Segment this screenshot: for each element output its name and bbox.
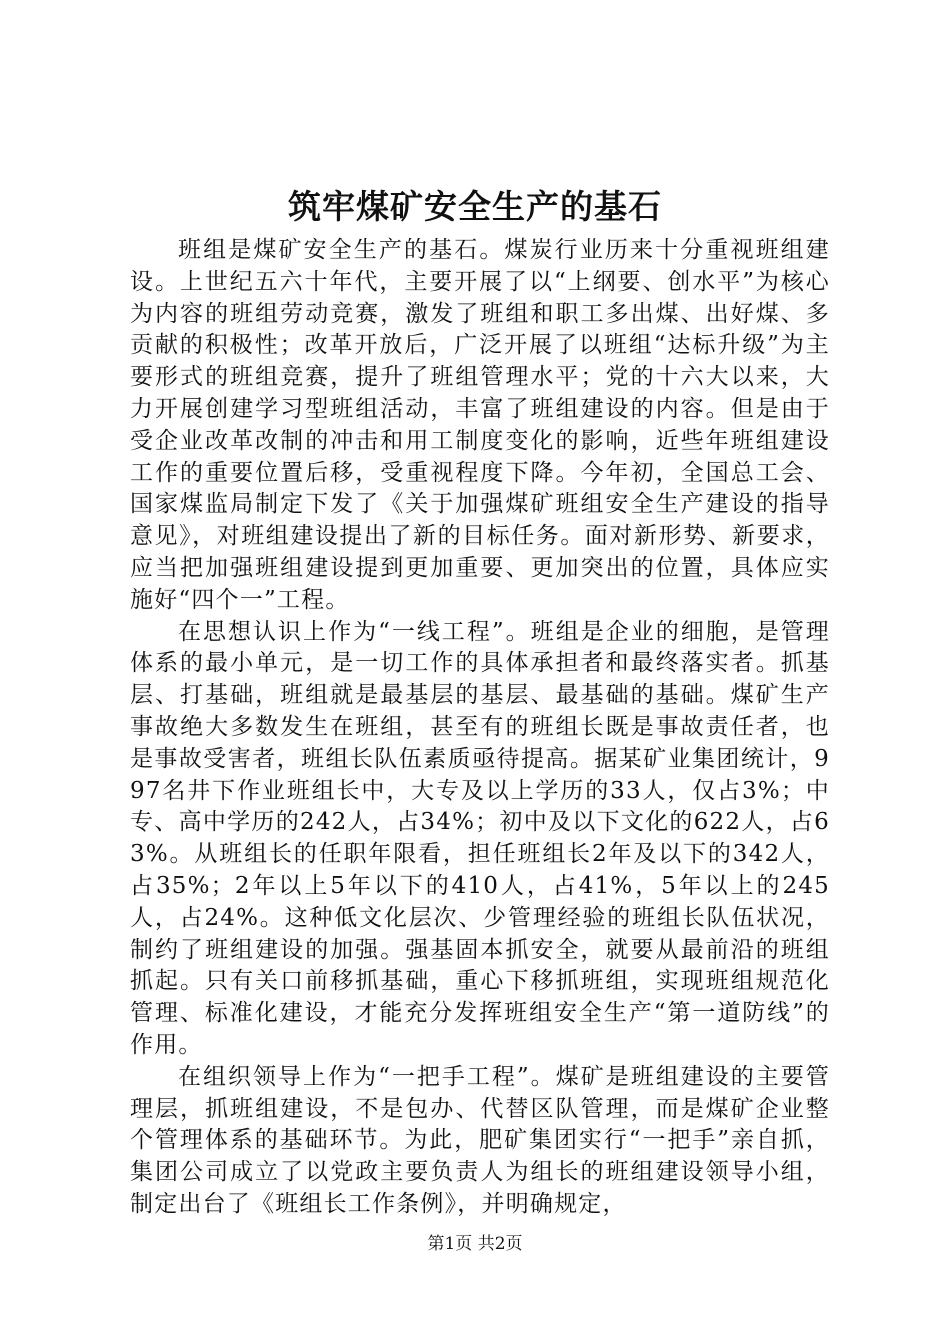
document-body	[130, 235, 830, 1221]
paragraph-3: 在组织领导上作为“一把手工程”。煤矿是班组建设的主要管理层，抓班组建设，不是包办、代替区队管理，而是煤矿企业整个管理体系的基础环节。为此，肥矿集团实行“一把手”亲自抓，集团公司成立了以党政主要负责人为组长的班组建设领导小组，制定出台了《班组长工作条例》，并明确规定，	[130, 1063, 830, 1217]
page-number-footer: 第1页 共2页	[427, 1234, 523, 1254]
paragraph-1: 班组是煤矿安全生产的基石。煤炭行业历来十分重视班组建设。上世纪五六十年代，主要开展了以“上纲要、创水平”为核心为内容的班组劳动竞赛，激发了班组和职工多出煤、出好煤、多贡献的积极性；改革开放后，广泛开展了以班组“达标升级”为主要形式的班组竞赛，提升了班组管理水平；党的十六大以来，大力开展创建学习型班组活动，丰富了班组建设的内容。但是由于受企业改革改制的冲击和用工制度变化的影响，近些年班组建设工作的重要位置后移，受重视程度下降。今年初，全国总工会、国家煤监局制定下发了《关于加强煤矿班组安全生产建设的指导意见》，对班组建设提出了新的目标任务。面对新形势、新要求，应当把加强班组建设提到更加重要、更加突出的位置，具体应实施好“四个一”工程。	[130, 237, 830, 613]
document-title: 筑牢煤矿安全生产的基石	[288, 187, 662, 226]
paragraph-2: 在思想认识上作为“一线工程”。班组是企业的细胞，是管理体系的最小单元，是一切工作的具体承担者和最终落实者。抓基层、打基础，班组就是最基层的基层、最基础的基础。煤矿生产事故绝大多数发生在班组，甚至有的班组长既是事故责任者，也是事故受害者，班组长队伍素质亟待提高。据某矿业集团统计，997名井下作业班组长中，大专及以上学历的33人，仅占3%；中专、高中学历的242人，占34%；初中及以下文化的622人，占63%。从班组长的任职年限看，担任班组长2年及以下的342人，占35%；2年以上5年以下的410人，占41%，5年以上的245人，占24%。这种低文化层次、少管理经验的班组长队伍状况，制约了班组建设的加强。强基固本抓安全，就要从最前沿的班组抓起。只有关口前移抓基础，重心下移抓班组，实现班组规范化管理、标准化建设，才能充分发挥班组安全生产“第一道防线”的作用。	[130, 618, 830, 1058]
